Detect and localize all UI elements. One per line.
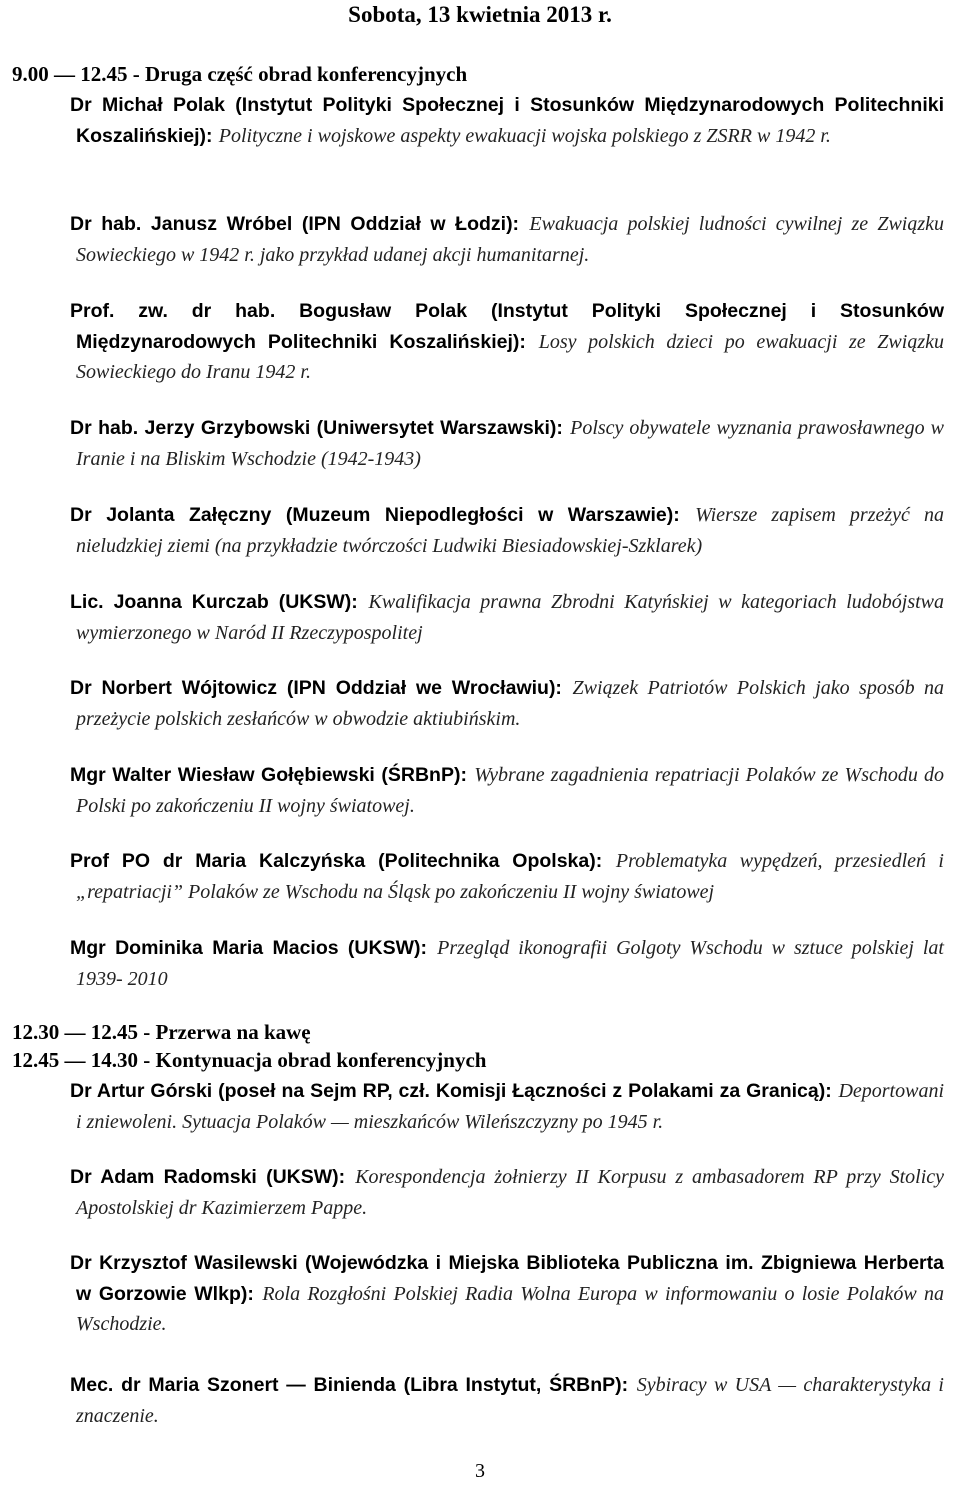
program-item <box>14 1162 944 1223</box>
item-author: Dr Adam Radomski (UKSW): <box>70 1166 346 1188</box>
item-author: Dr hab. Janusz Wróbel (IPN Oddział w Łodzi): <box>70 213 520 235</box>
item-title: Problematyka wypędzeń, przesiedleń i „repatriacji” Polaków ze Wschodu na Śląsk po zakończeniu II wojny światowej <box>76 850 944 903</box>
program-item <box>14 90 944 151</box>
item-number <box>14 413 70 443</box>
item-author: Dr Jolanta Załęczny (Muzeum Niepodległości w Warszawie): <box>70 504 680 526</box>
item-number <box>14 1248 70 1278</box>
program-item <box>14 1370 944 1431</box>
program-item <box>14 413 944 474</box>
item-author: Dr hab. Jerzy Grzybowski (Uniwersytet Warszawski): <box>70 417 563 439</box>
item-author: Mgr Dominika Maria Macios (UKSW): <box>70 937 427 959</box>
program-item <box>14 500 944 561</box>
program-item <box>14 846 944 907</box>
item-number <box>14 587 70 617</box>
program-item <box>14 296 944 388</box>
item-title: Sybiracy w USA — charakterystyka i znaczenie. <box>76 1374 944 1427</box>
page-date-heading: Sobota, 13 kwietnia 2013 r. <box>348 2 612 27</box>
item-title: Polityczne i wojskowe aspekty ewakuacji wojska polskiego z ZSRR w 1942 r. <box>218 124 831 147</box>
program-item <box>14 673 944 734</box>
program-item <box>14 209 944 270</box>
item-number <box>14 760 70 790</box>
session-heading: 12.45 — 14.30 - Kontynuacja obrad konferencyjnych <box>12 1048 487 1072</box>
item-title: Deportowani i zniewoleni. Sytuacja Polaków — mieszkańców Wileńszczyzny po 1945 r. <box>76 1080 944 1133</box>
item-number <box>14 673 70 703</box>
session-heading: 9.00 — 12.45 - Druga część obrad konferencyjnych <box>12 62 468 86</box>
item-title: Wybrane zagadnienia repatriacji Polaków ze Wschodu do Polski po zakończeniu II wojny światowej. <box>76 764 944 817</box>
item-number <box>14 500 70 530</box>
item-author: Dr Artur Górski (poseł na Sejm RP, czł. Komisji Łączności z Polakami za Granicą): <box>70 1080 832 1102</box>
item-author: Dr Krzysztof Wasilewski (Wojewódzka i Miejska Biblioteka Publiczna im. Zbigniewa Herberta w Gorzowie Wlkp): <box>70 1252 944 1305</box>
item-author: Lic. Joanna Kurczab (UKSW): <box>70 591 358 613</box>
item-number <box>14 846 70 876</box>
item-author: Prof PO dr Maria Kalczyńska (Politechnika Opolska): <box>70 850 603 872</box>
item-author: Mgr Walter Wiesław Gołębiewski (ŚRBnP): <box>70 764 467 786</box>
item-number <box>14 209 70 239</box>
item-title: Losy polskich dzieci po ewakuacji ze Związku Sowieckiego do Iranu 1942 r. <box>76 330 944 383</box>
program-item <box>14 587 944 648</box>
item-title: Ewakuacja polskiej ludności cywilnej ze Związku Sowieckiego w 1942 r. jako przykład udanej akcji humanitarnej. <box>76 213 945 266</box>
item-title: Przegląd ikonografii Golgoty Wschodu w sztuce polskiej lat 1939- 2010 <box>76 937 944 990</box>
item-title: Rola Rozgłośni Polskiej Radia Wolna Europa w informowaniu o losie Polaków na Wschodzie. <box>76 1282 944 1335</box>
item-number <box>14 933 70 963</box>
page-number: 3 <box>475 1460 485 1482</box>
item-number <box>14 1162 70 1192</box>
program-item <box>14 1248 944 1340</box>
item-author: Mec. dr Maria Szonert — Binienda (Libra Instytut, ŚRBnP): <box>70 1374 629 1396</box>
program-item <box>14 760 944 821</box>
item-number <box>14 1370 70 1400</box>
item-title: Kwalifikacja prawna Zbrodni Katyńskiej w kategoriach ludobójstwa wymierzonego w Naród II Rzeczypospolitej <box>76 591 944 644</box>
item-number <box>14 1076 70 1106</box>
program-item <box>14 933 944 994</box>
item-number <box>14 90 70 120</box>
item-author: Dr Michał Polak (Instytut Polityki Społecznej i Stosunków Międzynarodowych Politechniki Koszalińskiej): <box>70 94 944 147</box>
session-heading: 12.30 — 12.45 - Przerwa na kawę <box>12 1020 311 1044</box>
program-item <box>14 1076 944 1137</box>
item-title: Korespondencja żołnierzy II Korpusu z ambasadorem RP przy Stolicy Apostolskiej dr Kazimierzem Pappe. <box>76 1166 945 1219</box>
item-author: Dr Norbert Wójtowicz (IPN Oddział we Wrocławiu): <box>70 677 562 699</box>
item-title: Wiersze zapisem przeżyć na nieludzkiej ziemi (na przykładzie twórczości Ludwiki Biesiadowskiej-Szklarek) <box>76 504 945 557</box>
item-number <box>14 296 70 326</box>
item-author: Prof. zw. dr hab. Bogusław Polak (Instytut Polityki Społecznej i Stosunków Międzynarodowych Politechniki Koszalińskiej): <box>70 300 944 353</box>
item-title: Związek Patriotów Polskich jako sposób na przeżycie polskich zesłańców w obwodzie aktiubińskim. <box>76 677 945 730</box>
item-title: Polscy obywatele wyznania prawosławnego w Iranie i na Bliskim Wschodzie (1942-1943) <box>76 417 944 470</box>
